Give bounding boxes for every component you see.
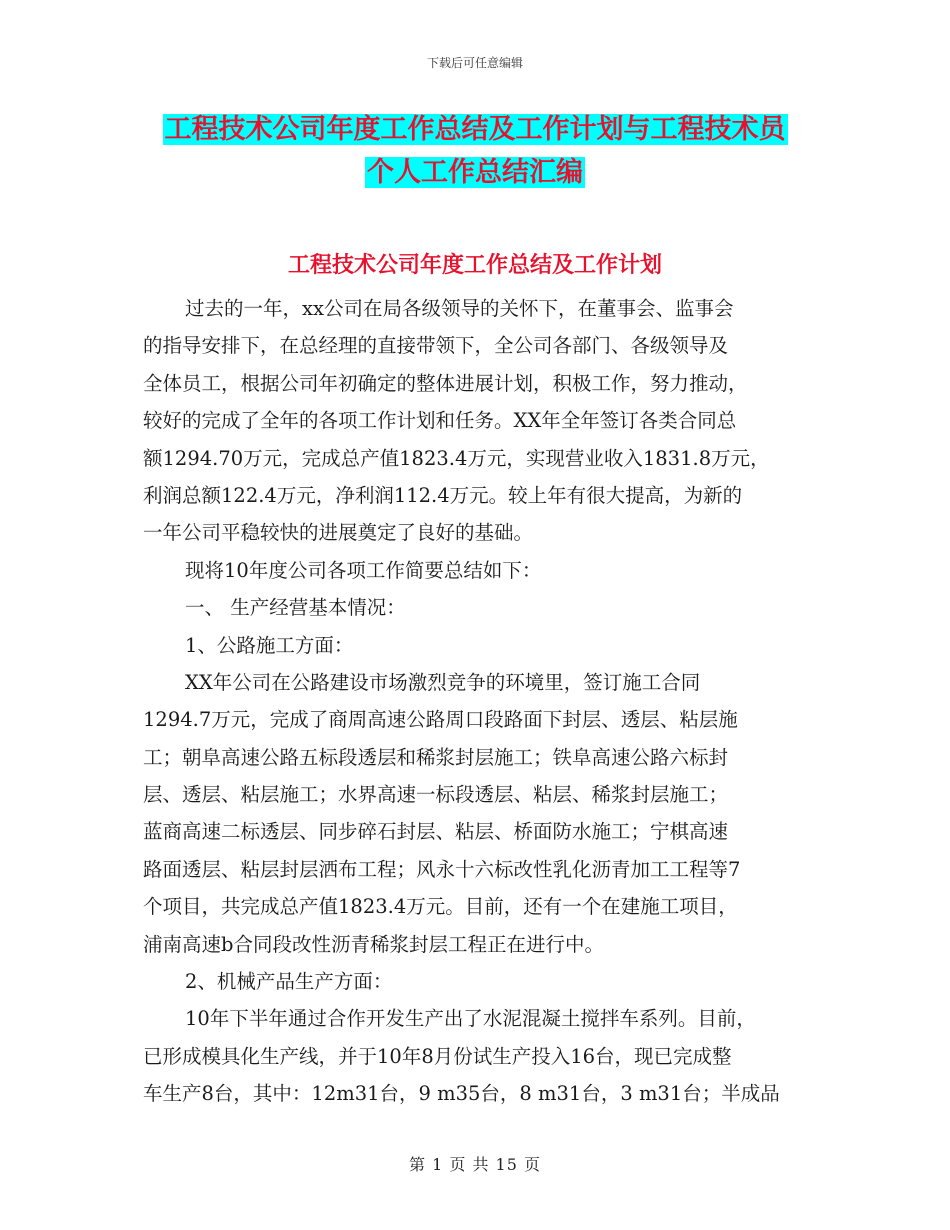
body-line: 路面透层、粘层封层洒布工程；风永十六标改性乳化沥青加工工程等7 — [143, 857, 741, 881]
body-line: XX年公司在公路建设市场激烈竞争的环境里，签订施工合同 — [185, 670, 701, 694]
body-line: 一、 生产经营基本情况： — [185, 596, 406, 620]
body-line: 1294.7万元，完成了商周高速公路周口段路面下封层、透层、粘层施 — [143, 708, 738, 732]
body-line: 工；朝阜高速公路五标段透层和稀浆封层施工；铁阜高速公路六标封 — [143, 745, 729, 769]
body-line: 10年下半年通过合作开发生产出了水泥混凝土搅拌车系列。目前， — [185, 1007, 756, 1031]
body-line: 已形成模具化生产线，并于10年8月份试生产投入16台，现已完成整 — [143, 1044, 732, 1068]
body-line: 利润总额122.4万元，净利润112.4万元。较上年有很大提高，为新的 — [143, 483, 743, 507]
body-line: 一年公司平稳较快的进展奠定了良好的基础。 — [143, 521, 534, 545]
document-title-line-1: 工程技术公司年度工作总结及工作计划与工程技术员 — [164, 114, 786, 145]
page-number: 第 1 页 共 15 页 — [409, 1155, 541, 1174]
body-line: 蓝商高速二标透层、同步碎石封层、粘层、桥面防水施工；宁棋高速 — [143, 820, 729, 844]
body-line: 额1294.70万元，完成总产值1823.4万元，实现营业收入1831.8万元， — [143, 446, 770, 470]
page-header-note: 下载后可任意编辑 — [426, 56, 523, 70]
body-line: 较好的完成了全年的各项工作计划和任务。XX年全年签订各类合同总 — [143, 409, 737, 433]
body-text — [143, 290, 833, 1113]
body-line: 车生产8台，其中：12m31台，9 m35台，8 m31台，3 m31台；半成品 — [143, 1082, 780, 1106]
body-line: 2、机械产品生产方面： — [185, 970, 393, 994]
document-title — [0, 108, 950, 194]
body-line: 1、公路施工方面： — [185, 633, 354, 657]
body-line: 浦南高速b合同段改性沥青稀浆封层工程正在进行中。 — [143, 932, 604, 956]
body-line: 全体员工，根据公司年初确定的整体进展计划，积极工作，努力推动， — [143, 371, 748, 395]
section-title: 工程技术公司年度工作总结及工作计划 — [287, 253, 662, 278]
body-line: 过去的一年，xx公司在局各级领导的关怀下，在董事会、监事会 — [185, 297, 734, 320]
body-line: 层、透层、粘层施工；水界高速一标段透层、粘层、稀浆封层施工； — [143, 783, 729, 807]
body-line: 个项目，共完成总产值1823.4万元。目前，还有一个在建施工项目， — [143, 895, 738, 919]
body-line: 的指导安排下，在总经理的直接带领下，全公司各部门、各级领导及 — [143, 334, 729, 358]
body-line: 现将10年度公司各项工作简要总结如下： — [185, 558, 542, 582]
document-title-line-2: 个人工作总结汇编 — [367, 157, 583, 188]
